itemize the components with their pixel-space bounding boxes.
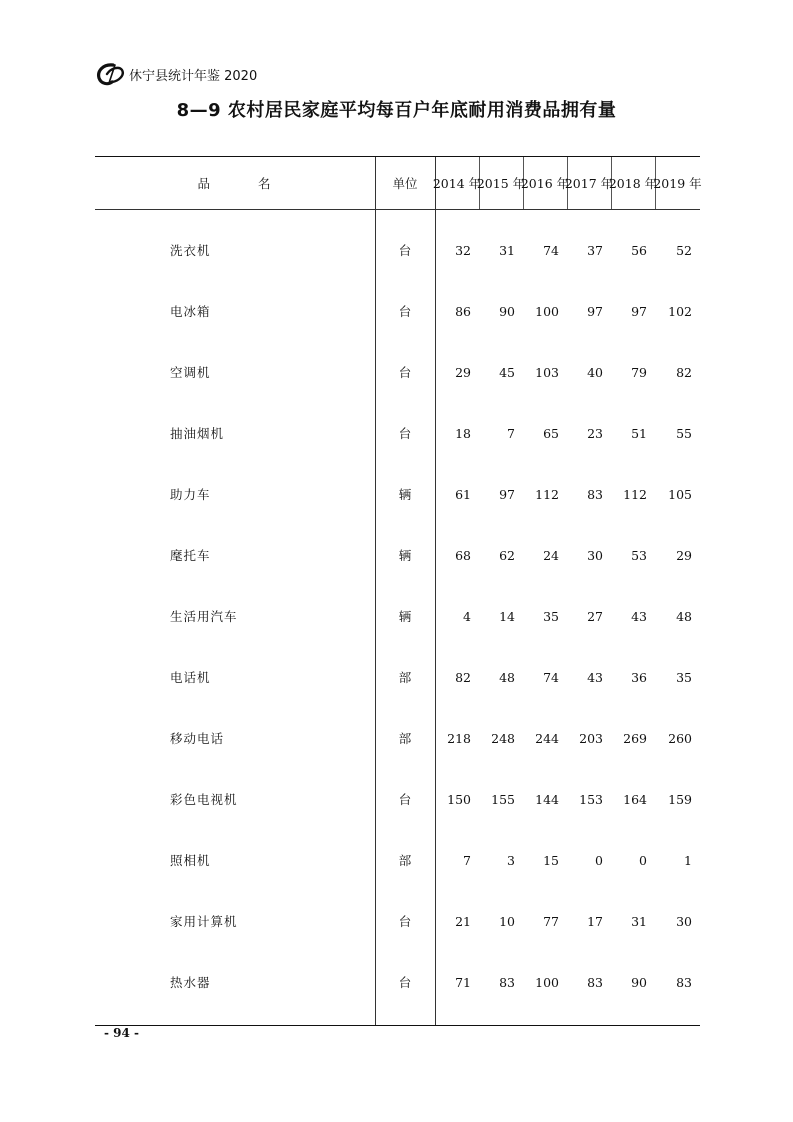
item-unit: 部	[398, 670, 412, 685]
value-cell: 74	[543, 243, 559, 258]
value-cell: 55	[676, 426, 692, 441]
value-cell: 27	[587, 609, 603, 624]
value-cell: 159	[668, 792, 692, 807]
column-header-name-left: 品	[197, 176, 212, 191]
item-unit: 部	[398, 731, 412, 746]
item-unit: 台	[398, 792, 412, 807]
item-name: 彩色电视机	[170, 792, 238, 807]
header-rule	[95, 209, 700, 210]
item-name: 移动电话	[170, 731, 225, 746]
item-unit: 台	[398, 365, 412, 380]
column-divider	[435, 157, 436, 1025]
item-unit: 辆	[398, 609, 412, 624]
value-cell: 62	[499, 548, 515, 563]
column-header-name	[95, 157, 375, 209]
item-unit: 部	[398, 853, 412, 868]
value-cell: 68	[455, 548, 471, 563]
value-cell: 244	[535, 731, 559, 746]
value-cell: 51	[631, 426, 647, 441]
page-header	[95, 62, 257, 86]
value-cell: 31	[499, 243, 515, 258]
value-cell: 61	[455, 487, 471, 502]
value-cell: 37	[587, 243, 603, 258]
table-row	[95, 546, 700, 566]
item-name: 热水器	[170, 975, 211, 990]
value-cell: 97	[499, 487, 515, 502]
value-cell: 45	[499, 365, 515, 380]
column-header-year: 2016 年	[520, 176, 570, 191]
value-cell: 23	[587, 426, 603, 441]
column-divider	[375, 157, 376, 1025]
item-name: 抽油烟机	[170, 426, 225, 441]
item-unit: 辆	[398, 487, 412, 502]
value-cell: 14	[499, 609, 515, 624]
table-row	[95, 302, 700, 322]
value-cell: 31	[631, 914, 647, 929]
value-cell: 83	[676, 975, 692, 990]
value-cell: 56	[631, 243, 647, 258]
table-row	[95, 851, 700, 871]
value-cell: 7	[507, 426, 515, 441]
value-cell: 21	[455, 914, 471, 929]
value-cell: 18	[455, 426, 471, 441]
item-name: 电冰箱	[170, 304, 211, 319]
value-cell: 100	[535, 304, 559, 319]
value-cell: 83	[587, 487, 603, 502]
value-cell: 30	[587, 548, 603, 563]
column-header-year: 2014 年	[432, 176, 482, 191]
item-name: 电话机	[170, 670, 211, 685]
yearbook-title: 休宁县统计年鉴 2020	[129, 68, 258, 84]
value-cell: 43	[587, 670, 603, 685]
value-cell: 82	[455, 670, 471, 685]
item-unit: 台	[398, 914, 412, 929]
table-row	[95, 424, 700, 444]
item-name: 生活用汽车	[170, 609, 238, 624]
value-cell: 86	[455, 304, 471, 319]
column-header-unit: 单位	[392, 176, 418, 191]
table-row	[95, 790, 700, 810]
value-cell: 79	[631, 365, 647, 380]
value-cell: 97	[631, 304, 647, 319]
value-cell: 35	[676, 670, 692, 685]
value-cell: 1	[684, 853, 692, 868]
value-cell: 48	[499, 670, 515, 685]
value-cell: 53	[631, 548, 647, 563]
value-cell: 82	[676, 365, 692, 380]
value-cell: 35	[543, 609, 559, 624]
column-header-year: 2015 年	[476, 176, 526, 191]
value-cell: 29	[676, 548, 692, 563]
value-cell: 102	[668, 304, 692, 319]
value-cell: 97	[587, 304, 603, 319]
value-cell: 150	[447, 792, 471, 807]
column-header-year: 2018 年	[608, 176, 658, 191]
value-cell: 248	[491, 731, 515, 746]
item-name: 家用计算机	[170, 914, 238, 929]
value-cell: 112	[535, 487, 559, 502]
column-header-year: 2019 年	[653, 176, 702, 191]
item-name: 照相机	[170, 853, 211, 868]
value-cell: 43	[631, 609, 647, 624]
yearbook-logo-icon	[95, 62, 125, 86]
table-row	[95, 363, 700, 383]
value-cell: 17	[587, 914, 603, 929]
value-cell: 155	[491, 792, 515, 807]
value-cell: 30	[676, 914, 692, 929]
value-cell: 52	[676, 243, 692, 258]
value-cell: 4	[463, 609, 471, 624]
table-row	[95, 485, 700, 505]
value-cell: 90	[499, 304, 515, 319]
value-cell: 83	[587, 975, 603, 990]
value-cell: 144	[535, 792, 559, 807]
value-cell: 203	[579, 731, 603, 746]
value-cell: 7	[463, 853, 471, 868]
page-title: 8—9 农村居民家庭平均每百户年底耐用消费品拥有量	[176, 100, 617, 121]
value-cell: 105	[668, 487, 692, 502]
value-cell: 24	[543, 548, 559, 563]
table-row	[95, 241, 700, 261]
value-cell: 164	[623, 792, 647, 807]
item-unit: 辆	[398, 548, 412, 563]
value-cell: 0	[595, 853, 603, 868]
value-cell: 269	[623, 731, 647, 746]
value-cell: 71	[455, 975, 471, 990]
value-cell: 83	[499, 975, 515, 990]
value-cell: 153	[579, 792, 603, 807]
value-cell: 90	[631, 975, 647, 990]
value-cell: 65	[543, 426, 559, 441]
value-cell: 10	[499, 914, 515, 929]
table-row	[95, 973, 700, 993]
value-cell: 112	[623, 487, 647, 502]
item-name: 麾托车	[170, 548, 211, 563]
item-name: 空调机	[170, 365, 211, 380]
value-cell: 0	[639, 853, 647, 868]
page-number: - 94 -	[104, 1026, 140, 1040]
table-row	[95, 912, 700, 932]
table-row	[95, 607, 700, 627]
item-unit: 台	[398, 304, 412, 319]
table-row	[95, 729, 700, 749]
value-cell: 218	[447, 731, 471, 746]
item-name: 助力车	[170, 487, 211, 502]
data-table	[95, 156, 700, 1026]
value-cell: 29	[455, 365, 471, 380]
table-row	[95, 668, 700, 688]
value-cell: 36	[631, 670, 647, 685]
value-cell: 48	[676, 609, 692, 624]
item-name: 洗衣机	[170, 243, 211, 258]
column-header-year: 2017 年	[564, 176, 614, 191]
value-cell: 74	[543, 670, 559, 685]
item-unit: 台	[398, 243, 412, 258]
value-cell: 40	[587, 365, 603, 380]
value-cell: 3	[507, 853, 515, 868]
item-unit: 台	[398, 426, 412, 441]
column-header-name-right: 名	[258, 176, 273, 191]
value-cell: 15	[543, 853, 559, 868]
value-cell: 103	[535, 365, 559, 380]
value-cell: 77	[543, 914, 559, 929]
value-cell: 260	[668, 731, 692, 746]
item-unit: 台	[398, 975, 412, 990]
value-cell: 32	[455, 243, 471, 258]
value-cell: 100	[535, 975, 559, 990]
